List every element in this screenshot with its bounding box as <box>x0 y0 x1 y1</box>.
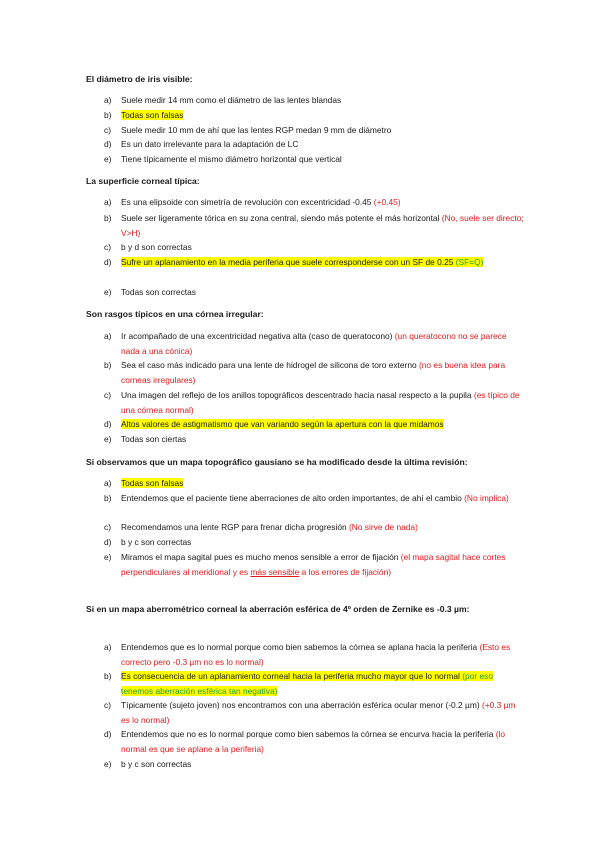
question-3-option-e <box>104 432 524 447</box>
option-text <box>121 123 524 138</box>
question-5-title: Si en un mapa aberrométrico corneal la aberración esférica de 4º orden de Zernike es -0.3 µm: <box>86 604 470 614</box>
option-letter: a) <box>104 331 112 341</box>
option-text-part: Altos valores de astigmatismo que van variando según la apertura con la que midamos <box>121 419 444 429</box>
option-text-part: Suele medir 10 mm de ahí que las lentes RGP medan 9 mm de diámetro <box>121 125 392 135</box>
option-letter: b) <box>104 110 112 120</box>
question-3-option-d <box>104 417 524 432</box>
option-text-part: Todas son ciertas <box>121 434 187 444</box>
option-letter: d) <box>104 537 112 547</box>
option-text-part: Recomendamos una lente RGP para frenar dicha progresión <box>121 522 349 532</box>
option-letter: c) <box>104 242 111 252</box>
option-text <box>121 491 524 506</box>
question-3-option-a <box>104 329 524 358</box>
option-text <box>121 388 524 417</box>
confirmation-note: (SF=Q) <box>455 257 484 267</box>
question-4-option-b <box>104 491 524 506</box>
option-text <box>121 640 524 669</box>
option-text <box>121 535 524 550</box>
question-4-option-d <box>104 535 524 550</box>
question-3-option-c <box>104 388 524 417</box>
correction-note: (un queratocono no se parece nada a una cónica) <box>121 331 507 356</box>
correction-note: (lo normal es que se aplane a la periferia) <box>121 729 506 754</box>
option-text-part: Todas son falsas <box>121 110 184 120</box>
option-letter: b) <box>104 360 112 370</box>
option-text-part: Suele medir 14 mm como el diámetro de las lentes blandas <box>121 95 342 105</box>
option-text-part: Entendemos que no es lo normal porque como bien sabemos la córnea se encurva hacia la periferia <box>121 729 496 739</box>
correction-note: (no es buena idea para corneas irregulares) <box>121 360 506 385</box>
question-4-option-c <box>104 520 524 535</box>
question-4-option-e <box>104 550 524 579</box>
option-text-part: Sea el caso más indicado para una lente de hidrogel de silicona de toro externo <box>121 360 419 370</box>
option-letter: e) <box>104 154 112 164</box>
question-2-option-b <box>104 211 524 240</box>
question-2-title: La superficie corneal típica: <box>86 176 200 186</box>
question-4-title: Si observamos que un mapa topográfico gausiano se ha modificado desde la última revisión: <box>86 457 468 467</box>
option-letter: a) <box>104 642 112 652</box>
option-text <box>121 108 524 123</box>
question-4-option-a <box>104 476 524 491</box>
correction-note: a los errores de fijación) <box>299 566 392 577</box>
option-letter: e) <box>104 287 112 297</box>
option-text <box>121 240 524 255</box>
option-text <box>121 152 524 167</box>
correction-note: (+0.45) <box>373 197 401 207</box>
option-letter: b) <box>104 493 112 503</box>
option-letter: a) <box>104 95 112 105</box>
question-5-option-b <box>104 669 524 698</box>
option-letter: e) <box>104 759 112 769</box>
question-2-option-e <box>104 285 524 300</box>
option-text <box>121 285 524 300</box>
option-letter: b) <box>104 671 112 681</box>
option-text <box>121 432 524 447</box>
option-letter: e) <box>104 434 112 444</box>
option-text <box>121 358 524 387</box>
option-text-part: Una imagen del reflejo de los anillos topográficos descentrado hacia nasal respecto a la pupila <box>121 390 474 400</box>
question-2-option-c <box>104 240 524 255</box>
option-text-part: Miramos el mapa sagital pues es mucho menos sensible a error de fijación <box>121 552 401 562</box>
question-5-option-a <box>104 640 524 669</box>
question-2-option-a <box>104 195 524 210</box>
question-5-option-c <box>104 698 524 727</box>
option-letter: d) <box>104 257 112 267</box>
option-text <box>121 329 524 358</box>
option-letter: c) <box>104 522 111 532</box>
option-letter: a) <box>104 478 112 488</box>
option-text-part: Es consecuencia de un aplanamiento corneal hacia la periferia mucho mayor que lo normal <box>121 671 463 681</box>
option-letter: d) <box>104 729 112 739</box>
correction-note: (No, suele ser directo; V>H) <box>121 213 524 238</box>
option-letter: d) <box>104 419 112 429</box>
option-text-part: b y c son correctas <box>121 537 192 547</box>
option-text-part: Tiene típicamente el mismo diámetro horizontal que vertical <box>121 154 342 164</box>
option-text <box>121 669 524 698</box>
option-letter: c) <box>104 390 111 400</box>
confirmation-note: (por eso tenemos aberración esférica tan negativa) <box>121 671 493 696</box>
correction-note: (Esto es correcto pero -0.3 µm no es lo normal) <box>121 642 511 667</box>
option-letter: c) <box>104 125 111 135</box>
option-text <box>121 195 524 210</box>
option-text-part: Es una elipsoide con simetría de revolución con excentricidad -0.45 <box>121 197 374 207</box>
option-text <box>121 137 524 152</box>
option-text <box>121 417 524 432</box>
question-2-option-d <box>104 255 524 270</box>
question-1-option-c <box>104 123 524 138</box>
correction-note: (el mapa sagital hace cortes perpendiculares al meridional y es <box>121 552 506 577</box>
option-text-part: Suele ser ligeramente tórica en su zona central, siendo más potente el más horizontal <box>121 213 442 223</box>
correction-note: (No sirve de nada) <box>348 522 418 532</box>
question-1-option-b <box>104 108 524 123</box>
option-letter: b) <box>104 213 112 223</box>
option-text <box>121 520 524 535</box>
question-3-title: Son rasgos típicos en una córnea irregular: <box>86 309 264 319</box>
option-text-part: Entendemos que es lo normal porque como bien sabemos la córnea se aplana hacia la periferia <box>121 642 480 652</box>
question-1-option-e <box>104 152 524 167</box>
option-letter: c) <box>104 700 111 710</box>
option-text-part: Ir acompañado de una excentricidad negativa alta (caso de queratocono) <box>121 331 395 341</box>
option-text <box>121 727 524 756</box>
option-text-part: Todas son correctas <box>121 287 196 297</box>
correction-note-emphasis: más sensible <box>250 566 300 577</box>
question-1-option-d <box>104 137 524 152</box>
option-text-part: Es un dato irrelevante para la adaptación de LC <box>121 139 299 149</box>
question-3-option-b <box>104 358 524 387</box>
correction-note: (es típico de una córnea normal) <box>121 390 520 415</box>
question-5-option-d <box>104 727 524 756</box>
option-text <box>121 757 524 772</box>
option-text <box>121 93 524 108</box>
option-text <box>121 476 524 491</box>
option-letter: d) <box>104 139 112 149</box>
option-text <box>121 255 524 270</box>
option-letter: a) <box>104 197 112 207</box>
question-1-option-a <box>104 93 524 108</box>
option-text <box>121 211 524 240</box>
question-5-option-e <box>104 757 524 772</box>
option-text-part: Típicamente (sujeto joven) nos encontramos con una aberración esférica ocular menor (-0.2 µm) <box>121 700 482 710</box>
option-text-part: b y c son correctas <box>121 759 192 769</box>
correction-note: (No implica) <box>464 493 509 503</box>
option-text-part: b y d son correctas <box>121 242 192 252</box>
option-text-part: Todas son falsas <box>121 478 184 488</box>
question-1-title: El diámetro de iris visible: <box>86 74 193 84</box>
correction-note: (+0.3 µm es lo normal) <box>121 700 516 725</box>
option-text <box>121 550 524 579</box>
option-text <box>121 698 524 727</box>
option-text-part: Entendemos que el paciente tiene aberraciones de alto orden importantes, de ahí el cambio <box>121 493 465 503</box>
option-letter: e) <box>104 552 112 562</box>
option-text-part: Sufre un aplanamiento en la media periferia que suele corresponderse con un SF de 0.25 <box>121 257 456 267</box>
